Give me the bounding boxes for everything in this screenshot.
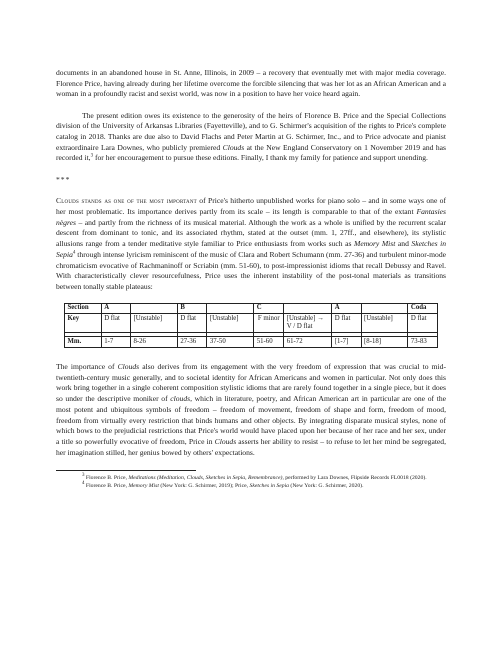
work-title: Clouds — [214, 436, 237, 446]
table-cell: [Unstable] — [130, 314, 177, 333]
table-cell — [130, 303, 177, 314]
paragraph-gap — [56, 186, 446, 197]
table-cell: 73-83 — [408, 337, 438, 348]
table-cell: D flat — [408, 314, 438, 333]
table-cell: Coda — [408, 303, 438, 314]
table-cell: [Unstable] — [207, 314, 254, 333]
table-cell: D flat — [101, 314, 130, 333]
table-cell: [8-18] — [361, 337, 408, 348]
footnote-number: 4 — [82, 480, 85, 486]
footnote-divider — [56, 470, 196, 471]
table-cell: F minor — [254, 314, 284, 333]
work-title: Meditations (Meditation, Clouds, Sketches in Sepia, Remembrance) — [128, 475, 283, 482]
form-table — [64, 303, 438, 348]
table-cell: 27-36 — [177, 337, 207, 348]
table-cell: Mm. — [65, 337, 102, 348]
work-title: Clouds — [117, 362, 140, 372]
paragraph-recovery: documents in an abandoned house in St. Anne, Illinois, in 2009 – a recovery that eventually met with major media coverage. Florence Price, having already during her lifetime overcome the forcible silencing that was her lot as an African American and a woman in a profoundly racist and sexist world, was now in a position to have her voice heard again. — [56, 68, 446, 99]
document-page — [56, 68, 446, 490]
text-run: asserts her ability to resist – to refuse to let her mind be segregated, her imagination stilled, her genius bowed by others' expectations. — [56, 436, 446, 457]
work-title: Fantasies nègres — [56, 207, 446, 227]
table-row-measures — [65, 337, 438, 348]
text-run: for her encouragement to pursue these editions. Finally, I thank my family for patience and support unending. — [93, 153, 428, 163]
text-run: (New York: G. Schirmer, 2020). — [289, 482, 364, 489]
paragraph-gap — [56, 348, 446, 362]
table-cell: C — [254, 303, 284, 314]
table-cell — [284, 303, 332, 314]
text-run: , performed by Lara Downes, Flipside Records FL0018 (2020). — [282, 475, 427, 482]
text-run: (New York: G. Schirmer, 2019); Price, — [158, 482, 250, 489]
work-title: Clouds — [222, 142, 245, 152]
table-row-section — [65, 303, 438, 314]
table-row-key — [65, 314, 438, 333]
paragraph-gap — [56, 100, 446, 111]
footnote-4 — [56, 480, 446, 490]
footnote-ref-4[interactable]: 4 — [72, 250, 76, 256]
paragraph-clouds-importance — [56, 196, 446, 292]
footnote-3 — [56, 475, 446, 482]
table-cell: B — [177, 303, 207, 314]
section-break-asterisks: *** — [56, 175, 71, 185]
work-title: Memory Mist — [128, 482, 159, 489]
table-cell — [207, 303, 254, 314]
table-cell: 51-60 — [254, 337, 284, 348]
text-run: at the New England Conservatory on 1 November 2019 and has recorded it, — [56, 142, 446, 163]
footnote-number: 3 — [82, 473, 85, 479]
text-run: also derives from its engagement with the very freedom of expression that was crucial to mid-twentieth-century music generally, and to societal identity for African Americans and women in particular. Not only does this work bring together in a single coherent composition stylistic idioms that are rarely found together in a single piece, but it does so under the descriptive moniker of — [56, 362, 446, 404]
table-cell: 37-50 — [207, 337, 254, 348]
footnote-ref-3[interactable]: 3 — [90, 153, 94, 159]
text-run: through intense lyricism reminiscent of the music of Clara and Robert Schumann (mm. 27-36) and turbulent minor-mode chromaticism evocative of Rachmaninoff or Scriabin (mm. 51-60), to post-impressionist idioms that recall Debussy and Ravel. With characteristically clever resourcefulness, Price uses the inherent instability of the post-tonal materials as transitions between tonally stable plateaus: — [56, 249, 446, 291]
table-cell: 61-72 — [284, 337, 332, 348]
text-run: – and partly from the richness of its musical material. Although the work as a whole is unified by the recurrent scalar descent from dominant to tonic, and its associated rhythm, stated at the outset (mm. 1, 27ff., and elsewhere), its stylistic allusions range from a tender meditative style familiar to Price enthusiasts from works such as — [56, 217, 446, 249]
table-cell: Key — [65, 314, 102, 333]
text-run: of Price's hitherto unpublished works for piano solo – and in some ways one of her most problematic. Its importance derives partly from its scale – its length is comparable to that of the extant — [56, 196, 447, 217]
table-cell: A — [332, 303, 361, 314]
text-run: Florence B. Price, — [84, 482, 129, 489]
table-cell: A — [101, 303, 130, 314]
text-run: The present edition owes its existence to the generosity of the heirs of Florence B. Price and the Special Collections division of the University of Arkansas Libraries (Fayetteville), and to G. Schirmer's acquisition of the rights to Price's complete catalog in 2018. Thanks are due also to David Flachs and Peter Martin at G. Schirmer, Inc., and to Price advocate and pianist extraordinaire Lara Downes, who publicly premiered — [56, 110, 446, 152]
paragraph-freedom — [56, 362, 446, 458]
work-title: Sketches in Sepia — [56, 239, 447, 259]
table-cell: [1-7] — [332, 337, 361, 348]
work-title: Memory Mist — [354, 239, 396, 249]
table-cell: Section — [65, 303, 102, 314]
text-run: , which in literature, poetry, and African American art in particular are one of the most potent and ubiquitous symbols of freedom – freedom of movement, freedom of shape and form, freedom of mood, freedom from virtually every restriction that binds humans and other objects. By integrating disparate musical styles, none of which bows to the prejudicial restrictions that Price's world would have placed upon her because of her race and her sex, under a title so powerfully evocative of freedom, Price in — [56, 394, 446, 446]
table-cell: D flat — [332, 314, 361, 333]
text-run: and — [395, 239, 412, 249]
paragraph-acknowledgements — [56, 111, 446, 165]
table-cell: [Unstable] → V / D flat — [284, 314, 332, 333]
table-cell: 8-26 — [130, 337, 177, 348]
table-cell — [361, 303, 408, 314]
work-title: Sketches in Sepia — [249, 482, 289, 489]
text-run: Florence B. Price, — [84, 475, 129, 482]
table-cell: 1-7 — [101, 337, 130, 348]
smallcaps-lead: Clouds stands as one of the most important — [56, 196, 197, 206]
table-cell: D flat — [177, 314, 207, 333]
text-run: The importance of — [56, 362, 118, 372]
work-title: clouds — [170, 394, 191, 404]
table-cell: [Unstable] — [361, 314, 408, 333]
